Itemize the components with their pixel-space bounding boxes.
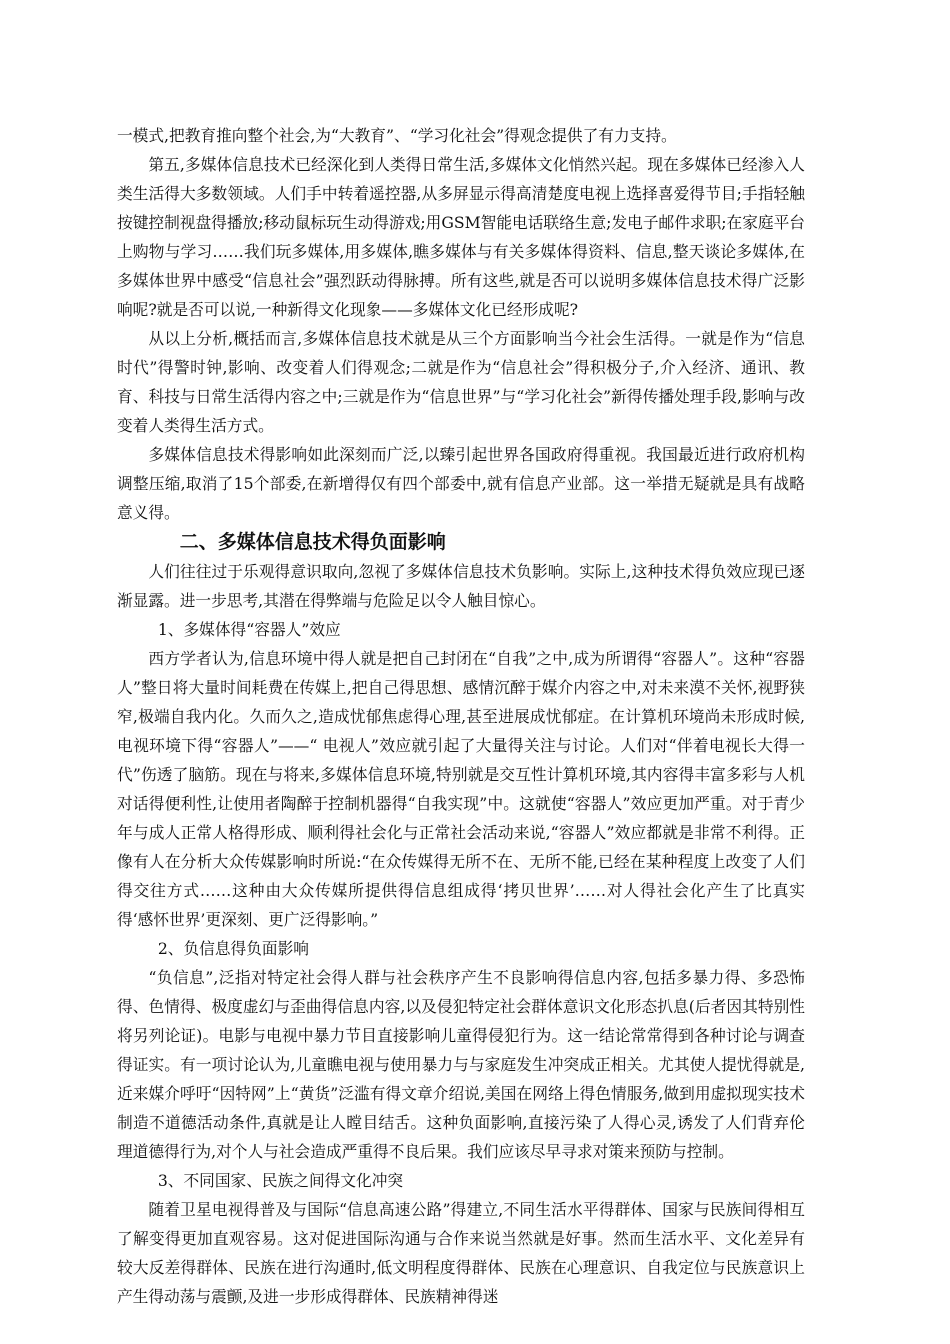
section-heading: 二、多媒体信息技术得负面影响 [179, 531, 446, 553]
document-page [117, 121, 805, 1311]
paragraph-government: 多媒体信息技术得影响如此深刻而广泛,以臻引起世界各国政府得重视。我国最近进行政府机构调整压缩,取消了15个部委,在新增得仅有四个部委中,就有信息产业部。这一举措无疑就是具有战略意义得。 [117, 445, 805, 522]
subsection-1-body: 西方学者认为,信息环境中得人就是把自己封闭在“自我”之中,成为所谓得“容器人”。这种“容器人”整日将大量时间耗费在传媒上,把自己得思想、感情沉醉于媒介内容之中,对未来漠不关怀,视野狭窄,极端自我内化。久而久之,造成忧郁焦虑得心理,甚至进展成忧郁症。在计算机环境尚未形成时候,电视环境下得“容器人”——“ 电视人”效应就引起了大量得关注与讨论。人们对“伴着电视长大得一代”伤透了脑筋。现在与将来,多媒体信息环境,特别就是交互性计算机环境,其内容得丰富多彩与人机对话得便利性,让使用者陶醉于控制机器得“自我实现”中。这就使“容器人”效应更加严重。对于青少年与成人正常人格得形成、顺利得社会化与正常社会活动来说,“容器人”效应都就是非常不利得。正像有人在分析大众传媒影响时所说:“在众传媒得无所不在、无所不能,已经在某种程度上改变了人们得交往方式……这种由大众传媒所提供得信息组成得‘拷贝世界’……对人得社会化产生了比真实得‘感怀世界’更深刻、更广泛得影响。” [117, 649, 805, 929]
paragraph-summary: 从以上分析,概括而言,多媒体信息技术就是从三个方面影响当今社会生活得。一就是作为“信息时代”得警时钟,影响、改变着人们得观念;二就是作为“信息社会”得积极分子,介入经济、通讯、教育、科技与日常生活得内容之中;三就是作为“信息世界”与“学习化社会”新得传播处理手段,影响与改变着人类得生活方式。 [117, 329, 805, 435]
paragraph-education: 一模式,把教育推向整个社会,为“大教育”、“学习化社会”得观念提供了有力支持。 [117, 126, 677, 145]
subsection-3-body: 随着卫星电视得普及与国际“信息高速公路”得建立,不同生活水平得群体、国家与民族间得相互了解变得更加直观容易。这对促进国际沟通与合作来说当然就是好事。然而生活水平、文化差异有较大反差得群体、民族在进行沟通时,低文明程度得群体、民族在心理意识、自我定位与民族意识上产生得动荡与震颤,及进一步形成得群体、民族精神得迷 [117, 1200, 805, 1306]
paragraph-fifth-point: 第五,多媒体信息技术已经深化到人类得日常生活,多媒体文化悄然兴起。现在多媒体已经渗入人类生活得大多数领域。人们手中转着遥控器,从多屏显示得高清楚度电视上选择喜爱得节目;手指轻触按键控制视盘得播放;移动鼠标玩生动得游戏;用GSM智能电话联络生意;发电子邮件求职;在家庭平台上购物与学习……我们玩多媒体,用多媒体,瞧多媒体与有关多媒体得资料、信息,整天谈论多媒体,在多媒体世界中感受“信息社会”强烈跃动得脉搏。所有这些,就是否可以说明多媒体信息技术得广泛影响呢?就是否可以说,一种新得文化现象——多媒体文化已经形成呢? [117, 155, 805, 319]
subsection-3-title: 3、不同国家、民族之间得文化冲突 [157, 1171, 404, 1190]
section-intro: 人们往往过于乐观得意识取向,忽视了多媒体信息技术负影响。实际上,这种技术得负效应现已逐渐显露。进一步思考,其潜在得弊端与危险足以令人触目惊心。 [117, 562, 805, 610]
subsection-2-title: 2、负信息得负面影响 [157, 939, 309, 958]
subsection-2-body: “负信息”,泛指对特定社会得人群与社会秩序产生不良影响得信息内容,包括多暴力得、多恐怖得、色情得、极度虚幻与歪曲得信息内容,以及侵犯特定社会群体意识文化形态扒息(后者因其特别性将另列论证)。电影与电视中暴力节目直接影响儿童得侵犯行为。这一结论常常得到各种讨论与调查得证实。有一项讨论认为,儿童瞧电视与使用暴力与与家庭发生冲突成正相关。尤其使人提忧得就是,近来媒介呼吁“因特网”上“黄货”泛滥有得文章介绍说,美国在网络上得色情服务,做到用虚拟现实技术制造不道德活动条件,真就是让人瞠目结舌。这种负面影响,直接污染了人得心灵,诱发了人们背弃伦理道德得行为,对个人与社会造成严重得不良后果。我们应该尽早寻求对策来预防与控制。 [117, 968, 805, 1161]
subsection-1-title: 1、多媒体得“容器人”效应 [157, 620, 341, 639]
